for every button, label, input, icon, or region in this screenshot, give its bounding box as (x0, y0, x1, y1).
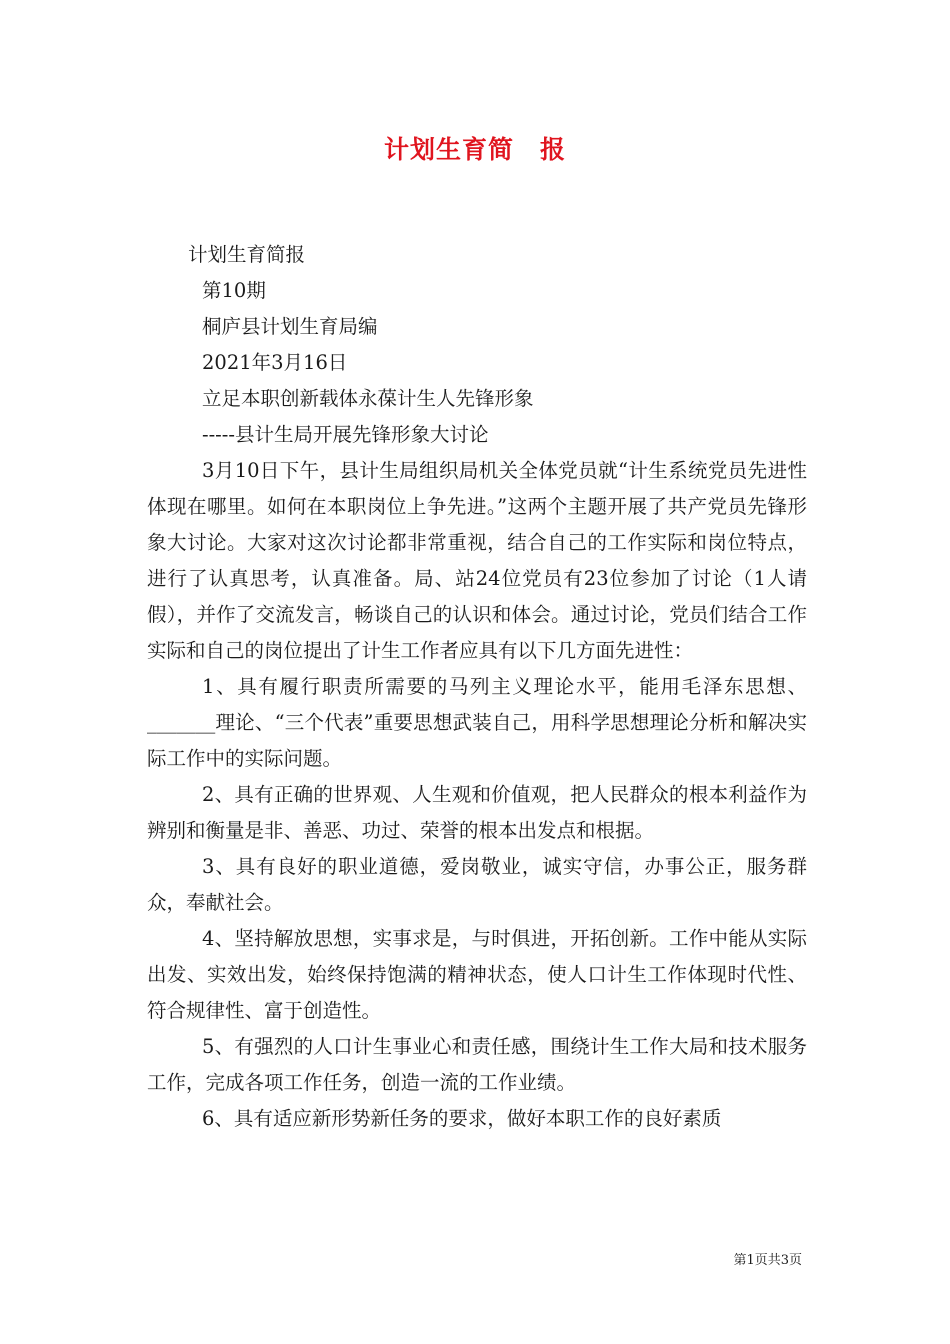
page-number: 第1页共3页 (733, 1253, 802, 1268)
point-6-paragraph: 6、具有适应新形势新任务的要求，做好本职工作的良好素质 (202, 1107, 722, 1130)
point-1-paragraph: 1、具有履行职责所需要的马列主义理论水平，能用毛泽东思想、_______理论、“三个代表”重要思想武装自己，用科学思想理论分析和解决实际工作中的实际问题。 (147, 675, 807, 770)
article-headline: 立足本职创新载体永葆计生人先锋形象 (202, 387, 534, 410)
point-3-paragraph: 3、具有良好的职业道德，爱岗敬业，诚实守信，办事公正，服务群众，奉献社会。 (147, 855, 807, 914)
point-4-paragraph: 4、坚持解放思想，实事求是，与时俱进，开拓创新。工作中能从实际出发、实效出发，始终保持饱满的精神状态，使人口计生工作体现时代性、符合规律性、富于创造性。 (147, 927, 807, 1022)
document-body (147, 237, 807, 1137)
editor-line: 桐庐县计划生育局编 (202, 315, 378, 338)
bulletin-name: 计划生育简报 (188, 243, 306, 266)
article-subheadline: -----县计生局开展先锋形象大讨论 (202, 423, 489, 446)
issue-number: 第10期 (202, 279, 266, 302)
point-5-paragraph: 5、有强烈的人口计生事业心和责任感，围绕计生工作大局和技术服务工作，完成各项工作任务，创造一流的工作业绩。 (147, 1035, 807, 1094)
document-title: 计划生育简 报 (383, 135, 566, 164)
issue-date: 2021年3月16日 (202, 351, 348, 374)
point-2-paragraph: 2、具有正确的世界观、人生观和价值观，把人民群众的根本利益作为辨别和衡量是非、善恶、功过、荣誉的根本出发点和根据。 (147, 783, 807, 842)
intro-paragraph: 3月10日下午，县计生局组织局机关全体党员就“计生系统党员先进性体现在哪里。如何在本职岗位上争先进。”这两个主题开展了共产党员先锋形象大讨论。大家对这次讨论都非常重视，结合自己的工作实际和岗位特点，进行了认真思考，认真准备。局、站24位党员有23位参加了讨论（1人请假），并作了交流发言，畅谈自己的认识和体会。通过讨论，党员们结合工作实际和自己的岗位提出了计生工作者应具有以下几方面先进性： (147, 459, 807, 662)
